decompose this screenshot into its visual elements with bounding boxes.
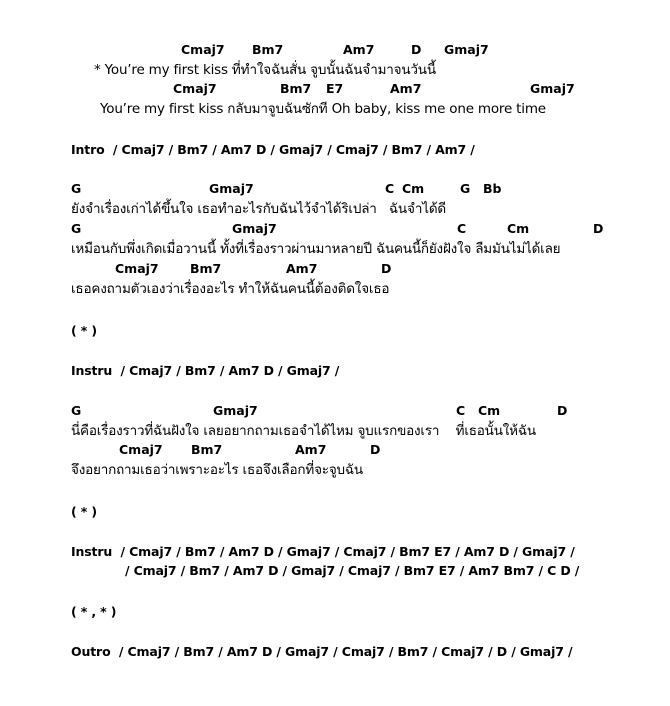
chord-label: Cm xyxy=(507,221,530,236)
instrumental-progression-continued: / Cmaj7 / Bm7 / Am7 D / Gmaj7 / Cmaj7 / Bm7 E7 / Am7 Bm7 / C D / xyxy=(125,563,580,578)
chord-label: Cmaj7 xyxy=(173,81,217,96)
chord-label: Bm7 xyxy=(252,42,284,57)
outro-progression: Outro / Cmaj7 / Bm7 / Am7 D / Gmaj7 / Cmaj7 / Bm7 / Cmaj7 / D / Gmaj7 / xyxy=(71,644,573,659)
chord-label: G xyxy=(460,181,471,196)
chord-label: Am7 xyxy=(286,261,318,276)
chord-label: Gmaj7 xyxy=(232,221,277,236)
chord-label: Cm xyxy=(402,181,425,196)
lyric-line: You’re my first kiss กลับมาจูบฉันซักที Oh baby, kiss me one more time xyxy=(100,101,546,117)
lyric-line: เหมือนกับพึ่งเกิดเมื่อวานนี้ ทั้งที่เรื่องราวผ่านมาหลายปี ฉันคนนี้ก็ยังฝังใจ ลืมมันไม่ได้เลย xyxy=(71,241,561,257)
chord-label: Gmaj7 xyxy=(209,181,254,196)
lyric-line: * You’re my first kiss ที่ทำใจฉันสั่น จูบนั้นฉันจำมาจนวันนี้ xyxy=(94,62,436,78)
chord-label: G xyxy=(71,221,82,236)
repeat-chorus-marker: ( * ) xyxy=(71,323,97,338)
repeat-chorus-twice-marker: ( * , * ) xyxy=(71,604,117,619)
chord-label: Cmaj7 xyxy=(119,442,163,457)
chord-label: C xyxy=(456,403,466,418)
chord-label: Cm xyxy=(478,403,501,418)
repeat-chorus-marker: ( * ) xyxy=(71,504,97,519)
chord-label: D xyxy=(411,42,422,57)
chord-label: D xyxy=(593,221,604,236)
chord-label: Bm7 xyxy=(191,442,223,457)
chord-label: Am7 xyxy=(390,81,422,96)
chord-label: Bb xyxy=(483,181,502,196)
lyric-line: จึงอยากถามเธอว่าเพราะอะไร เธอจึงเลือกที่จะจูบฉัน xyxy=(71,462,363,478)
chord-label: G xyxy=(71,181,82,196)
chord-label: D xyxy=(381,261,392,276)
chord-label: C xyxy=(457,221,467,236)
chord-label: Cmaj7 xyxy=(115,261,159,276)
instrumental-progression: Instru / Cmaj7 / Bm7 / Am7 D / Gmaj7 / Cmaj7 / Bm7 E7 / Am7 D / Gmaj7 / xyxy=(71,544,575,559)
chord-label: D xyxy=(370,442,381,457)
chord-label: Bm7 xyxy=(190,261,222,276)
chord-label: G xyxy=(71,403,82,418)
chord-label: Cmaj7 xyxy=(181,42,225,57)
chord-label: Am7 xyxy=(295,442,327,457)
chord-label: Bm7 xyxy=(280,81,312,96)
chord-label: D xyxy=(557,403,568,418)
chord-label: Gmaj7 xyxy=(530,81,575,96)
chord-label: Gmaj7 xyxy=(444,42,489,57)
chord-label: E7 xyxy=(326,81,344,96)
instrumental-progression: Instru / Cmaj7 / Bm7 / Am7 D / Gmaj7 / xyxy=(71,363,340,378)
intro-progression: Intro / Cmaj7 / Bm7 / Am7 D / Gmaj7 / Cmaj7 / Bm7 / Am7 / xyxy=(71,142,475,157)
lyric-line: ยังจำเรื่องเก่าได้ขึ้นใจ เธอทำอะไรกับฉันไว้จำได้ริเปล่า ฉันจำได้ดี xyxy=(71,201,446,217)
lyric-line: นี่คือเรื่องราวที่ฉันฝังใจ เลยอยากถามเธอจำได้ไหม จูบแรกของเรา ที่เธอนั้นให้ฉัน xyxy=(71,423,536,439)
chord-label: Am7 xyxy=(343,42,375,57)
lyric-line: เธอคงถามตัวเองว่าเรื่องอะไร ทำให้ฉันคนนี้ต้องติดใจเธอ xyxy=(71,281,390,297)
chord-label: C xyxy=(385,181,395,196)
chord-label: Gmaj7 xyxy=(213,403,258,418)
